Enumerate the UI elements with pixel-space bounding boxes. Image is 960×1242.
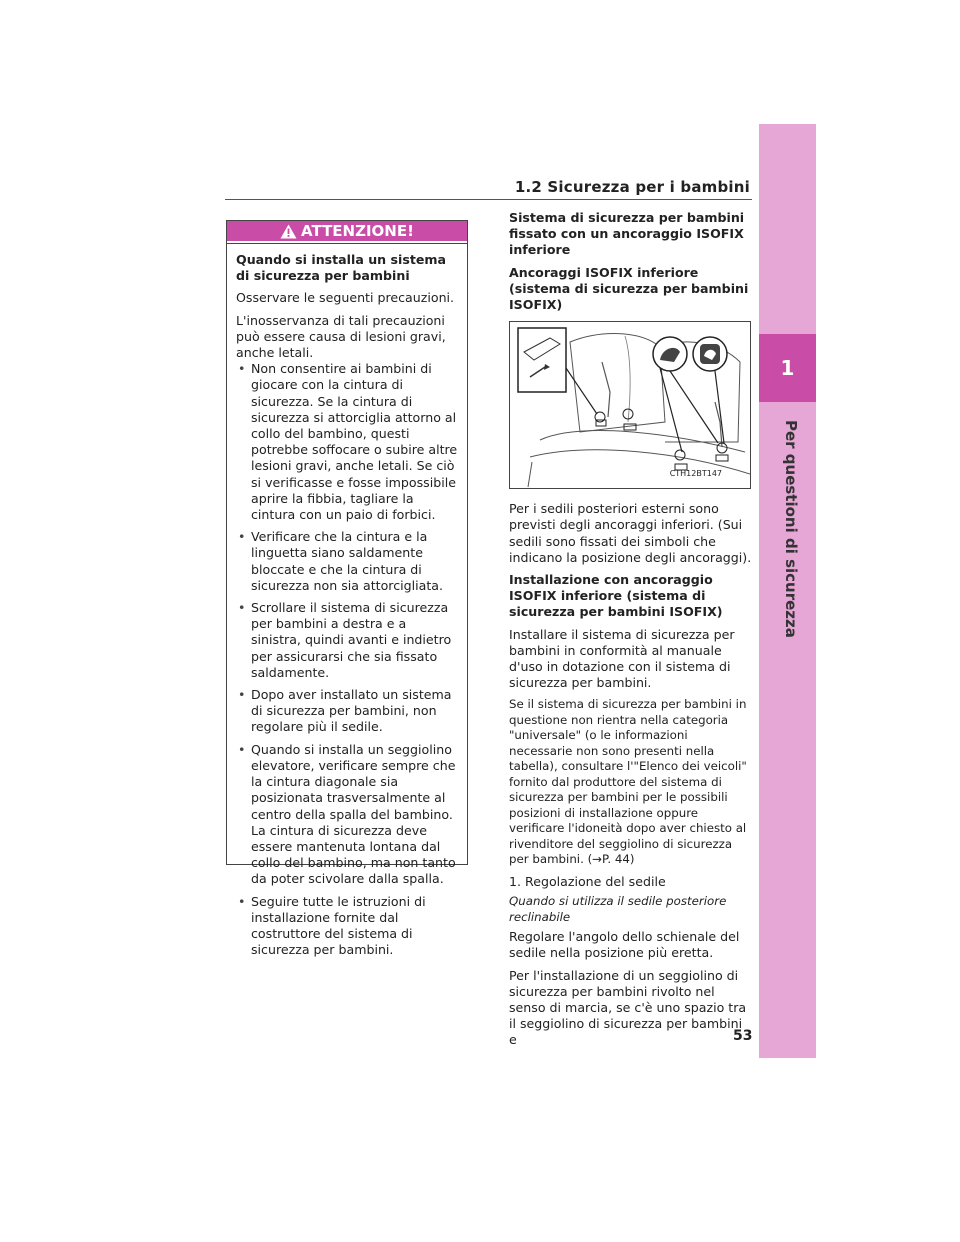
warning-title: ATTENZIONE! bbox=[301, 222, 414, 240]
warning-bullet: • Dopo aver installato un sistema di sicurezza per bambini, non regolare più il sedile. bbox=[236, 687, 460, 736]
rear-seat-illustration bbox=[509, 321, 751, 489]
warning-header bbox=[227, 221, 467, 241]
seat-anchor-drawing bbox=[510, 322, 751, 489]
warning-bullet: • Seguire tutte le istruzioni di installazione fornite dal costruttore del sistema di sicurezza per bambini. bbox=[236, 894, 460, 959]
warning-subtitle: Quando si installa un sistema di sicurezza per bambini bbox=[236, 252, 447, 284]
main-column bbox=[509, 210, 752, 1055]
page-number: 53 bbox=[733, 1028, 753, 1044]
warning-bullet-list bbox=[236, 361, 460, 958]
paragraph-universal: Se il sistema di sicurezza per bambini in questione non rientra nella categoria "universale" (o le informazioni necessarie non sono presenti nella tabella), consultare l'"Elenco dei veicoli" fornito dal produttore del sistema di sicurezza per bambini per le possibili posizioni di installazione oppure verificare l'idoneità dopo aver chiesto al rivenditore del seggiolino di sicurezza per bambini. (→P. 44) bbox=[509, 697, 747, 867]
chapter-label: Per questioni di sicurezza bbox=[782, 420, 800, 638]
step-1-note: Quando si utilizza il sedile posteriore reclinabile bbox=[509, 894, 727, 924]
step-1-title: 1. Regolazione del sedile bbox=[509, 873, 666, 889]
warning-box bbox=[226, 220, 468, 958]
illustration-code: CTH12BT147 bbox=[669, 469, 722, 479]
header-divider bbox=[225, 199, 752, 200]
step-1-text-1: Regolare l'angolo dello schienale del sedile nella posizione più eretta. bbox=[509, 929, 740, 961]
paragraph-anchors: Per i sedili posteriori esterni sono previsti degli ancoraggi inferiori. (Sui sedili sono fissati dei simboli che indicano la posizione degli ancoraggi). bbox=[509, 501, 752, 565]
chapter-number: 1 bbox=[759, 334, 816, 402]
paragraph-install: Installare il sistema di sicurezza per bambini in conformità al manuale d'uso in dotazione con il sistema di sicurezza per bambini. bbox=[509, 626, 735, 691]
heading-installation: Installazione con ancoraggio ISOFIX inferiore (sistema di sicurezza per bambini ISOFIX) bbox=[509, 572, 723, 620]
warning-icon bbox=[280, 224, 297, 239]
warning-bullet: • Non consentire ai bambini di giocare con la cintura di sicurezza. Se la cintura di sicurezza si attorciglia attorno al collo del bambino, questi potrebbe soffocare o subire altre lesioni gravi, anche letali. Se ciò si verificasse e fosse impossibile aprire la fibbia, tagliare la cintura con un paio di forbici. bbox=[236, 361, 460, 523]
warning-intro-2: L'inosservanza di tali precauzioni può essere causa di lesioni gravi, anche letali. bbox=[236, 312, 446, 361]
warning-intro-1: Osservare le seguenti precauzioni. bbox=[236, 290, 455, 306]
warning-bullet: • Scrollare il sistema di sicurezza per bambini a destra e a sinistra, quindi avanti e indietro per assicurarsi che sia fissato saldamente. bbox=[236, 600, 460, 681]
heading-isofix-system: Sistema di sicurezza per bambini fissato con un ancoraggio ISOFIX inferiore bbox=[509, 210, 745, 258]
step-1-text-2: Per l'installazione di un seggiolino di sicurezza per bambini rivolto nel senso di marcia, se c'è uno spazio tra il seggiolino di sicurezza per bambini e bbox=[509, 967, 747, 1048]
warning-bullet: • Quando si installa un seggiolino elevatore, verificare sempre che la cintura diagonale sia posizionata trasversalmente al centro della spalla del bambino. La cintura di sicurezza deve essere mantenuta lontana dal collo del bambino, ma non tanto da poter scivolare dalla spalla. bbox=[236, 742, 460, 888]
section-title: 1.2 Sicurezza per i bambini bbox=[514, 178, 750, 196]
heading-isofix-anchors: Ancoraggi ISOFIX inferiore (sistema di sicurezza per bambini ISOFIX) bbox=[509, 264, 749, 313]
warning-bullet: • Verificare che la cintura e la linguetta siano saldamente bloccate e che la cintura di sicurezza non sia attorcigliata. bbox=[236, 529, 460, 594]
